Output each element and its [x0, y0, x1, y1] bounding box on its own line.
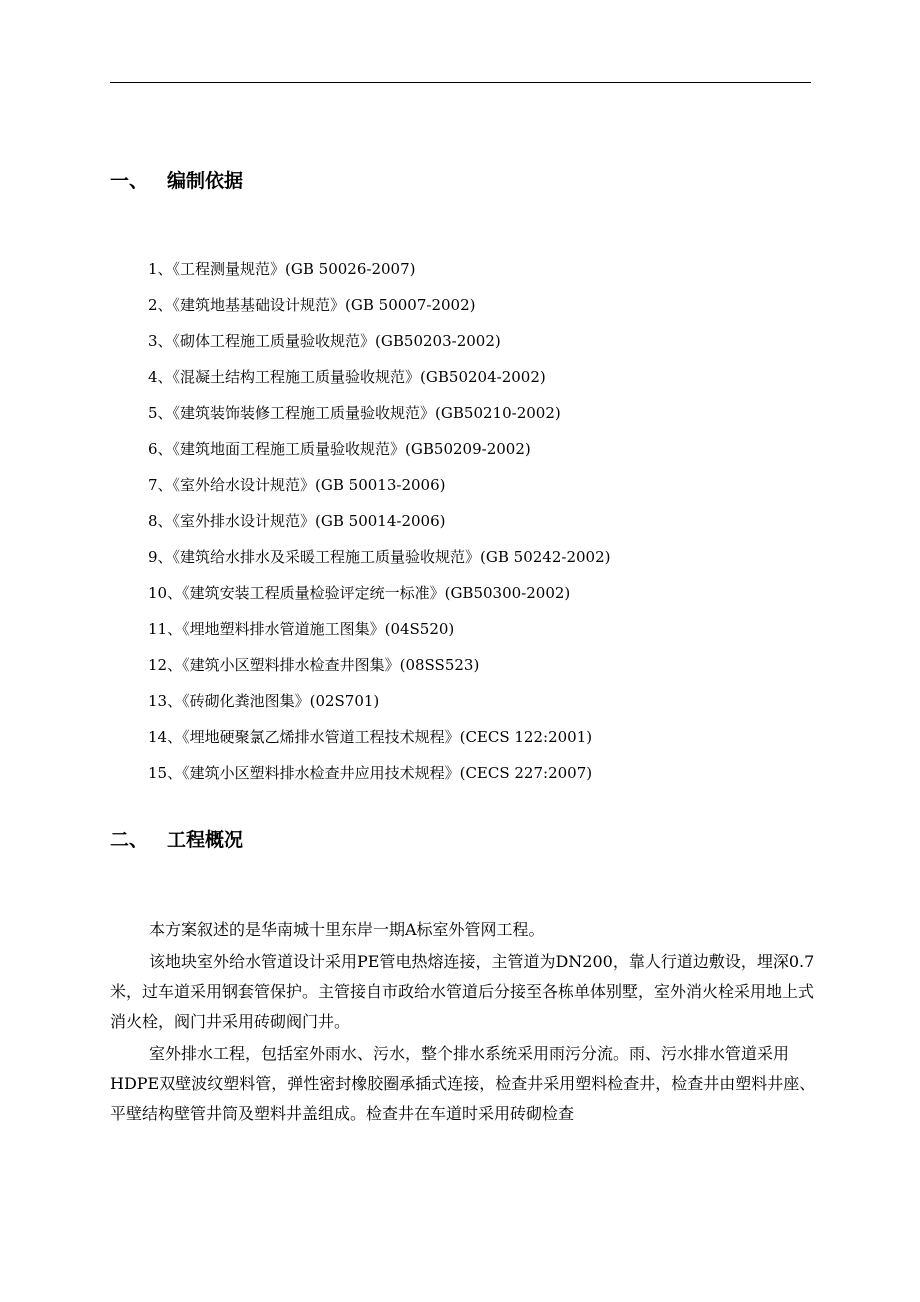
reference-item: 3、《砌体工程施工质量验收规范》(GB50203-2002) [148, 332, 501, 350]
section-title: 编制依据 [167, 170, 244, 192]
reference-item: 12、《建筑小区塑料排水检查井图集》(08SS523) [148, 656, 480, 674]
reference-item: 8、《室外排水设计规范》(GB 50014-2006) [148, 512, 446, 530]
reference-item: 6、《建筑地面工程施工质量验收规范》(GB50209-2002) [148, 440, 531, 458]
reference-item: 4、《混凝土结构工程施工质量验收规范》(GB50204-2002) [148, 368, 546, 386]
reference-item: 14、《埋地硬聚氯乙烯排水管道工程技术规程》(CECS 122:2001) [148, 728, 593, 746]
header-rule [110, 82, 811, 83]
paragraph: 室外排水工程，包括室外雨水、污水，整个排水系统采用雨污分流。雨、污水排水管道采用HDPE双壁波纹塑料管，弹性密封橡胶圈承插式连接，检查井采用塑料检查井，检查井由塑料井座、平壁结构壁管井筒及塑料井盖组成。检查井在车道时采用砖砌检查 [110, 1044, 816, 1123]
reference-item: 15、《建筑小区塑料排水检查井应用技术规程》(CECS 227:2007) [148, 764, 593, 782]
section-heading-overview [110, 828, 243, 852]
reference-item: 13、《砖砌化粪池图集》(02S701) [148, 692, 380, 710]
reference-item: 10、《建筑安装工程质量检验评定统一标准》(GB50300-2002) [148, 584, 571, 602]
reference-item: 1、《工程测量规范》(GB 50026-2007) [148, 260, 416, 278]
overview-body [110, 915, 822, 1129]
reference-list [148, 256, 610, 796]
section-heading-basis [110, 169, 243, 193]
reference-item: 5、《建筑装饰装修工程施工质量验收规范》(GB50210-2002) [148, 404, 561, 422]
reference-item: 7、《室外给水设计规范》(GB 50013-2006) [148, 476, 446, 494]
section-number: 一、 [110, 170, 149, 192]
section-number: 二、 [110, 829, 149, 851]
reference-item: 9、《建筑给水排水及采暖工程施工质量验收规范》(GB 50242-2002) [148, 548, 611, 566]
reference-item: 11、《埋地塑料排水管道施工图集》(04S520) [148, 620, 455, 638]
paragraph: 本方案叙述的是华南城十里东岸一期A标室外管网工程。 [149, 920, 545, 939]
section-title: 工程概况 [167, 829, 244, 851]
reference-item: 2、《建筑地基基础设计规范》(GB 50007-2002) [148, 296, 476, 314]
paragraph: 该地块室外给水管道设计采用PE管电热熔连接，主管道为DN200，靠人行道边敷设，埋深0.7米，过车道采用钢套管保护。主管接自市政给水管道后分接至各栋单体别墅，室外消火栓采用地上式消火栓，阀门井采用砖砌阀门井。 [110, 952, 815, 1031]
